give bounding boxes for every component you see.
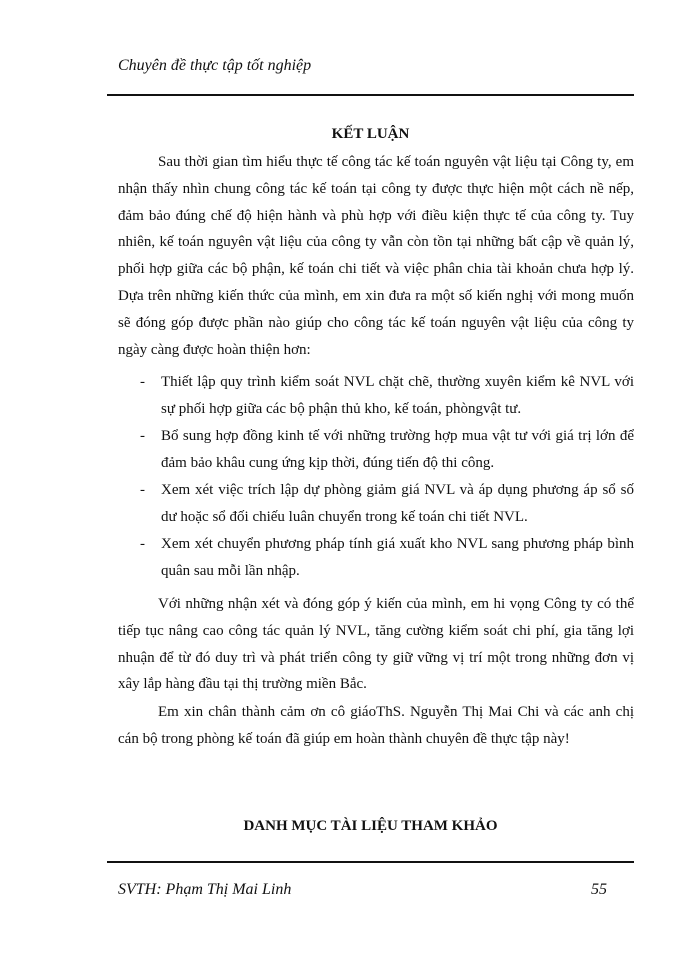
conclusion-closing-paragraph: Với những nhận xét và đóng góp ý kiến của mình, em hi vọng Công ty có thể tiếp tục nâng cao công tác quản lý NVL, tăng cường kiểm soát chi phí, gia tăng lợi nhuận để từ đó duy trì và phát triển công ty giữ vững vị trí một trong những đơn vị xây lắp hàng đầu tại thị trường miền Bắc.: [118, 596, 634, 693]
thanks-paragraph: Em xin chân thành cảm ơn cô giáoThS. Nguyễn Thị Mai Chi và các anh chị cán bộ trong phòng kế toán đã giúp em hoàn thành chuyên đề thực tập này!: [118, 704, 634, 747]
list-item: [118, 369, 634, 423]
bullet-dash: -: [140, 374, 145, 390]
header-rule: [107, 94, 634, 96]
list-item-text: Thiết lập quy trình kiểm soát NVL chặt chẽ, thường xuyên kiểm kê NVL với sự phối hợp giữa các bộ phận thủ kho, kế toán, phòngvật tư.: [161, 374, 634, 417]
references-title: DANH MỤC TÀI LIỆU THAM KHẢO: [243, 818, 498, 834]
conclusion-intro-paragraph: Sau thời gian tìm hiểu thực tế công tác kế toán nguyên vật liệu tại Công ty, em nhận thấy nhìn chung công tác kế toán tại công ty được thực hiện một cách nề nếp, đảm bảo đúng chế độ hiện hành và phù hợp với điều kiện thực tế của công ty. Tuy nhiên, kế toán nguyên vật liệu của công ty vẫn còn tồn tại những bất cập về quản lý, phối hợp giữa các bộ phận, kế toán chi tiết và việc phân chia tài khoản chưa hợp lý. Dựa trên những kiến thức của mình, em xin đưa ra một số kiến nghị với mong muốn sẽ đóng góp được phần nào giúp cho công tác kế toán nguyên vật liệu của công ty ngày càng được hoàn thiện hơn:: [118, 154, 634, 358]
footer-student-name: SVTH: Phạm Thị Mai Linh: [118, 881, 292, 898]
recommendation-list: [118, 369, 634, 585]
bullet-dash: -: [140, 428, 145, 445]
page-number: 55: [591, 881, 607, 898]
list-item-text: Xem xét việc trích lập dự phòng giảm giá NVL và áp dụng phương áp sổ số dư hoặc sổ đối chiếu luân chuyển trong kế toán chi tiết NVL.: [161, 482, 634, 525]
footer-rule: [107, 861, 634, 863]
list-item-text: Xem xét chuyển phương pháp tính giá xuất kho NVL sang phương pháp bình quân sau mỗi lần nhập.: [161, 536, 634, 580]
running-header: Chuyên đề thực tập tốt nghiệp: [118, 57, 312, 74]
list-item: [118, 531, 634, 585]
bullet-dash: -: [140, 482, 145, 499]
bullet-dash: -: [140, 536, 145, 553]
conclusion-title: KẾT LUẬN: [331, 126, 410, 142]
list-item: [118, 423, 634, 477]
list-item-text: Bổ sung hợp đồng kinh tế với những trường hợp mua vật tư với giá trị lớn để đảm bảo khâu cung ứng kịp thời, đúng tiến độ thi công.: [161, 428, 634, 471]
list-item: [118, 477, 634, 531]
